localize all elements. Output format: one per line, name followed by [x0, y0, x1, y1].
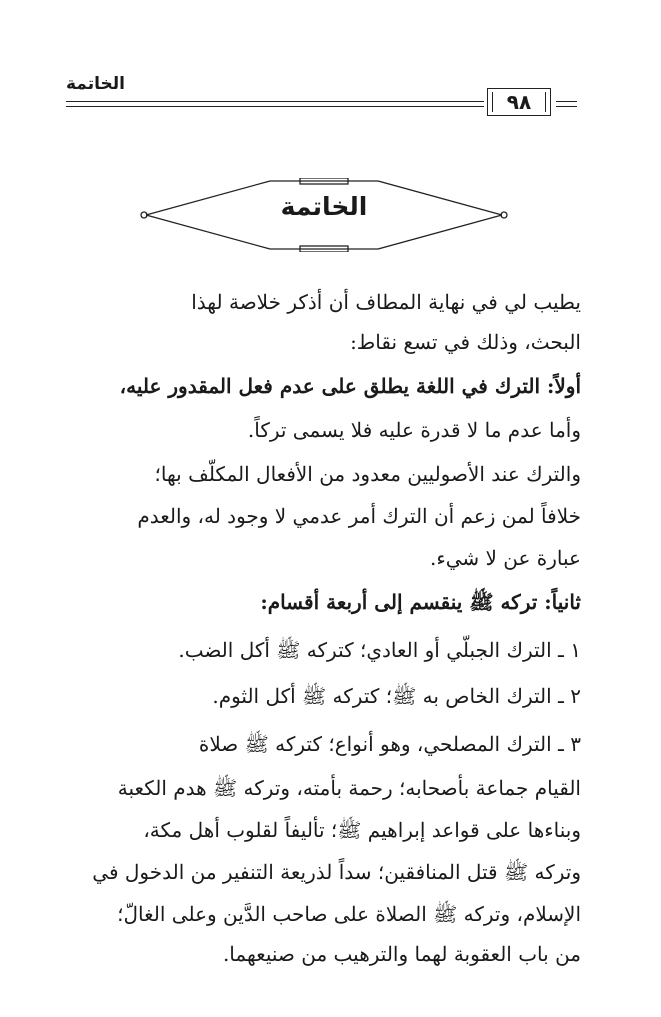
- list-item: ١ ـ الترك الجبلّي أو العادي؛ كتركه ﷺ أكل الضب.: [178, 638, 581, 662]
- body-line: الإسلام، وتركه ﷺ الصلاة على صاحب الدَّين وعلى الغالّ؛: [117, 902, 581, 926]
- page-number-frame: [487, 88, 551, 116]
- header-rule: [66, 101, 484, 102]
- body-line: البحث، وذلك في تسع نقاط:: [350, 330, 581, 354]
- page-number: ٩٨: [506, 90, 532, 114]
- body-line: يطيب لي في نهاية المطاف أن أذكر خلاصة لهذا: [191, 290, 581, 314]
- point-heading: أولاً: الترك في اللغة يطلق على عدم فعل المقدور عليه،: [119, 374, 581, 398]
- list-item: ٢ ـ الترك الخاص به ﷺ؛ كتركه ﷺ أكل الثوم.: [212, 684, 581, 708]
- running-header-title: الخاتمة: [66, 74, 125, 94]
- body-line: خلافاً لمن زعم أن الترك أمر عدمي لا وجود له، والعدم: [137, 504, 581, 528]
- header-rule: [556, 101, 577, 102]
- body-line: القيام جماعة بأصحابه؛ رحمة بأمته، وتركه ﷺ هدم الكعبة: [117, 776, 581, 800]
- header-rule: [66, 106, 484, 107]
- body-line: والترك عند الأصوليين معدود من الأفعال المكلّف بها؛: [154, 462, 581, 486]
- body-line: وبناءها على قواعد إبراهيم ﷺ؛ تأليفاً لقلوب أهل مكة،: [143, 818, 581, 842]
- body-line: من باب العقوبة لهما والترهيب من صنيعهما.: [222, 942, 581, 966]
- body-line: عبارة عن لا شيء.: [429, 546, 581, 570]
- header-rule: [556, 106, 577, 107]
- body-line: وأما عدم ما لا قدرة عليه فلا يسمى تركاً.: [247, 418, 581, 442]
- body-line: وتركه ﷺ قتل المنافقين؛ سداً لذريعة التنفير من الدخول في: [92, 860, 581, 884]
- point-heading: ثانياً: تركه ﷺ ينقسم إلى أربعة أقسام:: [260, 590, 581, 614]
- list-item: ٣ ـ الترك المصلحي، وهو أنواع؛ كتركه ﷺ صلاة: [198, 732, 581, 756]
- chapter-title: الخاتمة: [280, 192, 368, 221]
